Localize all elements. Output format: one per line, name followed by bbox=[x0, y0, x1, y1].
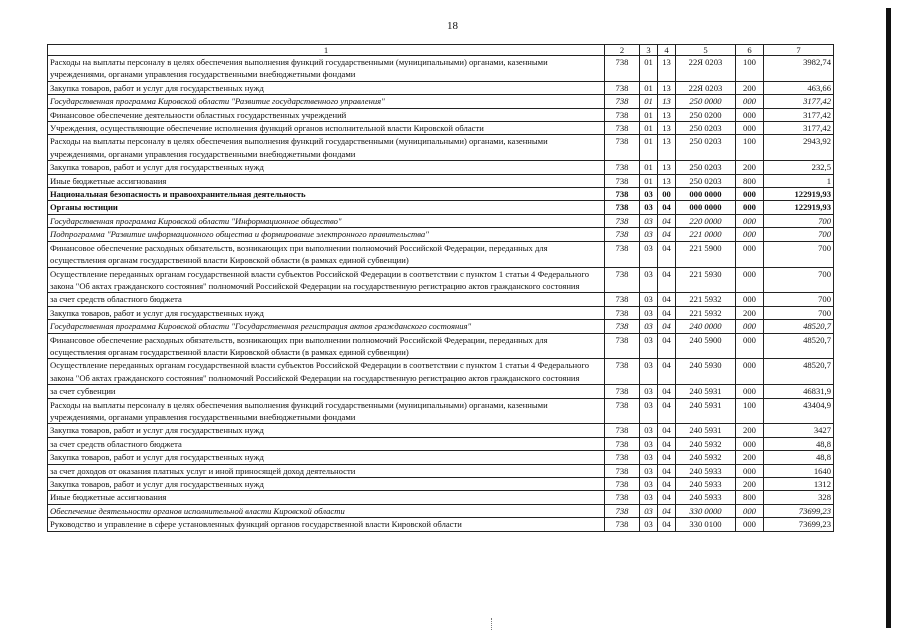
row-label-cell: Закупка товаров, работ и услуг для государственных нужд bbox=[48, 451, 605, 464]
row-value-cell: 738 bbox=[605, 491, 640, 504]
row-label-cell: Расходы на выплаты персоналу в целях обеспечения выполнения функций государственными (муниципальными) органами, казенными учреждениями, органами управления государственными внебюджетными фондами bbox=[48, 398, 605, 424]
row-value-cell: 800 bbox=[736, 491, 764, 504]
row-value-cell: 738 bbox=[605, 267, 640, 293]
row-value-cell: 738 bbox=[605, 464, 640, 477]
row-value-cell: 03 bbox=[640, 464, 658, 477]
row-value-cell: 03 bbox=[640, 188, 658, 201]
row-label-cell: Государственная программа Кировской области "Государственная регистрация актов гражданского состояния" bbox=[48, 320, 605, 333]
row-label-cell: Руководство и управление в сфере установленных функций органов государственной власти Кировской области bbox=[48, 518, 605, 531]
row-value-cell: 000 bbox=[736, 293, 764, 306]
row-value-cell: 738 bbox=[605, 437, 640, 450]
row-value-cell: 01 bbox=[640, 56, 658, 82]
row-value-cell: 100 bbox=[736, 56, 764, 82]
row-value-cell: 250 0200 bbox=[676, 108, 736, 121]
row-label-cell: за счет доходов от оказания платных услуг и иной приносящей доход деятельности bbox=[48, 464, 605, 477]
row-value-cell: 700 bbox=[764, 241, 834, 267]
row-value-cell: 240 5933 bbox=[676, 464, 736, 477]
table-row bbox=[48, 437, 834, 450]
row-value-cell: 738 bbox=[605, 81, 640, 94]
row-value-cell: 03 bbox=[640, 478, 658, 491]
row-value-cell: 200 bbox=[736, 451, 764, 464]
row-value-cell: 04 bbox=[658, 398, 676, 424]
row-value-cell: 738 bbox=[605, 398, 640, 424]
table-row bbox=[48, 174, 834, 187]
row-value-cell: 04 bbox=[658, 491, 676, 504]
row-value-cell: 000 bbox=[736, 228, 764, 241]
row-value-cell: 03 bbox=[640, 385, 658, 398]
row-value-cell: 250 0203 bbox=[676, 122, 736, 135]
row-value-cell: 250 0000 bbox=[676, 95, 736, 108]
row-value-cell: 240 5933 bbox=[676, 478, 736, 491]
row-value-cell: 03 bbox=[640, 228, 658, 241]
row-label-cell: Финансовое обеспечение деятельности областных государственных учреждений bbox=[48, 108, 605, 121]
row-value-cell: 3982,74 bbox=[764, 56, 834, 82]
row-value-cell: 240 5932 bbox=[676, 451, 736, 464]
row-value-cell: 800 bbox=[736, 174, 764, 187]
row-value-cell: 13 bbox=[658, 81, 676, 94]
table-row bbox=[48, 504, 834, 517]
row-value-cell: 04 bbox=[658, 214, 676, 227]
row-value-cell: 04 bbox=[658, 385, 676, 398]
table-row bbox=[48, 478, 834, 491]
row-value-cell: 3177,42 bbox=[764, 95, 834, 108]
row-value-cell: 04 bbox=[658, 478, 676, 491]
row-label-cell: Закупка товаров, работ и услуг для государственных нужд bbox=[48, 81, 605, 94]
row-value-cell: 01 bbox=[640, 161, 658, 174]
row-value-cell: 738 bbox=[605, 214, 640, 227]
row-value-cell: 738 bbox=[605, 451, 640, 464]
row-value-cell: 000 bbox=[736, 333, 764, 359]
row-value-cell: 000 bbox=[736, 320, 764, 333]
row-value-cell: 03 bbox=[640, 424, 658, 437]
table-row bbox=[48, 359, 834, 385]
row-value-cell: 000 0000 bbox=[676, 188, 736, 201]
column-header: 1 bbox=[48, 45, 605, 56]
row-value-cell: 04 bbox=[658, 333, 676, 359]
row-value-cell: 250 0203 bbox=[676, 135, 736, 161]
row-value-cell: 122919,93 bbox=[764, 188, 834, 201]
row-value-cell: 03 bbox=[640, 437, 658, 450]
row-value-cell: 03 bbox=[640, 293, 658, 306]
row-value-cell: 000 bbox=[736, 437, 764, 450]
row-label-cell: Финансовое обеспечение расходных обязательств, возникающих при выполнении полномочий Российской Федерации, переданных для осуществления органам государственной власти Кировской области (в рамках единой субвенции) bbox=[48, 333, 605, 359]
row-value-cell: 000 bbox=[736, 464, 764, 477]
row-value-cell: 221 5932 bbox=[676, 306, 736, 319]
row-value-cell: 000 bbox=[736, 504, 764, 517]
row-value-cell: 03 bbox=[640, 320, 658, 333]
row-value-cell: 738 bbox=[605, 518, 640, 531]
table-row bbox=[48, 333, 834, 359]
row-value-cell: 04 bbox=[658, 437, 676, 450]
row-value-cell: 200 bbox=[736, 424, 764, 437]
row-value-cell: 240 5932 bbox=[676, 437, 736, 450]
row-value-cell: 000 bbox=[736, 518, 764, 531]
row-value-cell: 01 bbox=[640, 122, 658, 135]
row-value-cell: 240 5900 bbox=[676, 333, 736, 359]
scan-edge-bar bbox=[886, 8, 891, 628]
row-value-cell: 738 bbox=[605, 306, 640, 319]
row-value-cell: 1640 bbox=[764, 464, 834, 477]
column-header: 6 bbox=[736, 45, 764, 56]
row-value-cell: 04 bbox=[658, 293, 676, 306]
row-value-cell: 221 5932 bbox=[676, 293, 736, 306]
row-value-cell: 738 bbox=[605, 122, 640, 135]
row-value-cell: 48520,7 bbox=[764, 320, 834, 333]
table-row bbox=[48, 320, 834, 333]
row-value-cell: 22Я 0203 bbox=[676, 56, 736, 82]
row-value-cell: 221 5930 bbox=[676, 267, 736, 293]
row-value-cell: 73699,23 bbox=[764, 504, 834, 517]
row-value-cell: 13 bbox=[658, 108, 676, 121]
table-header-row bbox=[48, 45, 834, 56]
row-value-cell: 03 bbox=[640, 518, 658, 531]
row-label-cell: Осуществление переданных органам государственной власти субъектов Российской Федерации в соответствии с пунктом 1 статьи 4 Федерального закона "Об актах гражданского состояния" полномочий Российской Федерации на государственную регистрацию актов гражданского состояния bbox=[48, 267, 605, 293]
row-value-cell: 700 bbox=[764, 228, 834, 241]
row-value-cell: 330 0100 bbox=[676, 518, 736, 531]
row-value-cell: 240 5930 bbox=[676, 359, 736, 385]
row-value-cell: 48,8 bbox=[764, 451, 834, 464]
row-value-cell: 03 bbox=[640, 333, 658, 359]
row-value-cell: 738 bbox=[605, 359, 640, 385]
row-value-cell: 04 bbox=[658, 518, 676, 531]
row-label-cell: Расходы на выплаты персоналу в целях обеспечения выполнения функций государственными (муниципальными) органами, казенными учреждениями, органами управления государственными внебюджетными фондами bbox=[48, 135, 605, 161]
table-row bbox=[48, 306, 834, 319]
row-value-cell: 240 5931 bbox=[676, 398, 736, 424]
table-row bbox=[48, 491, 834, 504]
row-value-cell: 738 bbox=[605, 95, 640, 108]
table-body bbox=[48, 56, 834, 532]
row-value-cell: 04 bbox=[658, 228, 676, 241]
row-value-cell: 04 bbox=[658, 267, 676, 293]
row-value-cell: 000 bbox=[736, 122, 764, 135]
row-value-cell: 46831,9 bbox=[764, 385, 834, 398]
row-value-cell: 13 bbox=[658, 56, 676, 82]
row-value-cell: 04 bbox=[658, 320, 676, 333]
column-header: 7 bbox=[764, 45, 834, 56]
table-row bbox=[48, 241, 834, 267]
row-value-cell: 04 bbox=[658, 504, 676, 517]
row-value-cell: 01 bbox=[640, 95, 658, 108]
row-value-cell: 04 bbox=[658, 201, 676, 214]
row-value-cell: 04 bbox=[658, 424, 676, 437]
row-value-cell: 200 bbox=[736, 161, 764, 174]
row-value-cell: 1 bbox=[764, 174, 834, 187]
budget-table bbox=[47, 44, 834, 532]
row-value-cell: 738 bbox=[605, 241, 640, 267]
row-value-cell: 240 5931 bbox=[676, 424, 736, 437]
row-value-cell: 738 bbox=[605, 424, 640, 437]
row-value-cell: 01 bbox=[640, 135, 658, 161]
row-value-cell: 13 bbox=[658, 135, 676, 161]
table-row bbox=[48, 108, 834, 121]
row-value-cell: 240 5931 bbox=[676, 385, 736, 398]
table-row bbox=[48, 398, 834, 424]
row-value-cell: 03 bbox=[640, 451, 658, 464]
table-row bbox=[48, 424, 834, 437]
row-label-cell: Государственная программа Кировской области "Развитие государственного управления" bbox=[48, 95, 605, 108]
row-value-cell: 13 bbox=[658, 174, 676, 187]
scan-mark bbox=[491, 618, 493, 630]
row-value-cell: 221 0000 bbox=[676, 228, 736, 241]
row-value-cell: 240 5933 bbox=[676, 491, 736, 504]
row-label-cell: Государственная программа Кировской области "Информационное общество" bbox=[48, 214, 605, 227]
row-value-cell: 221 5900 bbox=[676, 241, 736, 267]
row-value-cell: 13 bbox=[658, 161, 676, 174]
row-value-cell: 738 bbox=[605, 188, 640, 201]
row-value-cell: 04 bbox=[658, 451, 676, 464]
row-label-cell: за счет средств областного бюджета bbox=[48, 437, 605, 450]
row-value-cell: 48520,7 bbox=[764, 333, 834, 359]
row-value-cell: 738 bbox=[605, 385, 640, 398]
row-value-cell: 03 bbox=[640, 491, 658, 504]
row-value-cell: 01 bbox=[640, 81, 658, 94]
row-label-cell: за счет средств областного бюджета bbox=[48, 293, 605, 306]
row-value-cell: 13 bbox=[658, 122, 676, 135]
row-label-cell: Закупка товаров, работ и услуг для государственных нужд bbox=[48, 424, 605, 437]
table-row bbox=[48, 451, 834, 464]
table-row bbox=[48, 95, 834, 108]
row-value-cell: 122919,93 bbox=[764, 201, 834, 214]
row-label-cell: Закупка товаров, работ и услуг для государственных нужд bbox=[48, 306, 605, 319]
row-value-cell: 000 bbox=[736, 95, 764, 108]
row-value-cell: 48520,7 bbox=[764, 359, 834, 385]
row-value-cell: 000 bbox=[736, 108, 764, 121]
row-label-cell: Обеспечение деятельности органов исполнительной власти Кировской области bbox=[48, 504, 605, 517]
row-value-cell: 328 bbox=[764, 491, 834, 504]
row-value-cell: 43404,9 bbox=[764, 398, 834, 424]
row-value-cell: 48,8 bbox=[764, 437, 834, 450]
row-value-cell: 04 bbox=[658, 306, 676, 319]
row-label-cell: Расходы на выплаты персоналу в целях обеспечения выполнения функций государственными (муниципальными) органами, казенными учреждениями, органами управления государственными внебюджетными фондами bbox=[48, 56, 605, 82]
row-value-cell: 232,5 bbox=[764, 161, 834, 174]
row-value-cell: 3427 bbox=[764, 424, 834, 437]
row-value-cell: 463,66 bbox=[764, 81, 834, 94]
column-header: 2 bbox=[605, 45, 640, 56]
row-value-cell: 000 bbox=[736, 201, 764, 214]
row-value-cell: 200 bbox=[736, 81, 764, 94]
row-value-cell: 03 bbox=[640, 267, 658, 293]
row-label-cell: Финансовое обеспечение расходных обязательств, возникающих при выполнении полномочий Российской Федерации, переданных для осуществления органам государственной власти Кировской области (в рамках единой субвенции) bbox=[48, 241, 605, 267]
row-value-cell: 738 bbox=[605, 108, 640, 121]
row-value-cell: 01 bbox=[640, 108, 658, 121]
row-label-cell: Органы юстиции bbox=[48, 201, 605, 214]
row-value-cell: 3177,42 bbox=[764, 108, 834, 121]
row-value-cell: 3177,42 bbox=[764, 122, 834, 135]
row-value-cell: 2943,92 bbox=[764, 135, 834, 161]
row-label-cell: Закупка товаров, работ и услуг для государственных нужд bbox=[48, 478, 605, 491]
column-header: 5 bbox=[676, 45, 736, 56]
row-value-cell: 04 bbox=[658, 241, 676, 267]
table-row bbox=[48, 201, 834, 214]
row-value-cell: 13 bbox=[658, 95, 676, 108]
row-label-cell: Закупка товаров, работ и услуг для государственных нужд bbox=[48, 161, 605, 174]
row-value-cell: 00 bbox=[658, 188, 676, 201]
row-value-cell: 100 bbox=[736, 135, 764, 161]
row-value-cell: 700 bbox=[764, 293, 834, 306]
row-value-cell: 738 bbox=[605, 161, 640, 174]
row-value-cell: 000 bbox=[736, 359, 764, 385]
row-value-cell: 330 0000 bbox=[676, 504, 736, 517]
row-value-cell: 1312 bbox=[764, 478, 834, 491]
row-label-cell: Национальная безопасность и правоохранительная деятельность bbox=[48, 188, 605, 201]
row-value-cell: 738 bbox=[605, 174, 640, 187]
table-row bbox=[48, 518, 834, 531]
row-value-cell: 700 bbox=[764, 306, 834, 319]
row-label-cell: Подпрограмма "Развитие информационного общества и формирование электронного правительства" bbox=[48, 228, 605, 241]
column-header: 3 bbox=[640, 45, 658, 56]
row-value-cell: 03 bbox=[640, 359, 658, 385]
row-value-cell: 240 0000 bbox=[676, 320, 736, 333]
table-row bbox=[48, 81, 834, 94]
row-value-cell: 250 0203 bbox=[676, 174, 736, 187]
table-row bbox=[48, 267, 834, 293]
row-value-cell: 73699,23 bbox=[764, 518, 834, 531]
row-value-cell: 03 bbox=[640, 306, 658, 319]
row-value-cell: 738 bbox=[605, 228, 640, 241]
table-row bbox=[48, 122, 834, 135]
row-value-cell: 000 bbox=[736, 188, 764, 201]
row-value-cell: 04 bbox=[658, 464, 676, 477]
table-row bbox=[48, 464, 834, 477]
row-value-cell: 000 bbox=[736, 241, 764, 267]
table-row bbox=[48, 385, 834, 398]
row-value-cell: 000 bbox=[736, 385, 764, 398]
row-value-cell: 700 bbox=[764, 267, 834, 293]
row-value-cell: 738 bbox=[605, 201, 640, 214]
row-value-cell: 738 bbox=[605, 320, 640, 333]
row-value-cell: 220 0000 bbox=[676, 214, 736, 227]
row-value-cell: 22Я 0203 bbox=[676, 81, 736, 94]
row-value-cell: 000 bbox=[736, 214, 764, 227]
row-value-cell: 03 bbox=[640, 398, 658, 424]
row-label-cell: Иные бюджетные ассигнования bbox=[48, 174, 605, 187]
row-value-cell: 700 bbox=[764, 214, 834, 227]
column-header: 4 bbox=[658, 45, 676, 56]
table-row bbox=[48, 135, 834, 161]
row-value-cell: 738 bbox=[605, 504, 640, 517]
row-label-cell: Иные бюджетные ассигнования bbox=[48, 491, 605, 504]
row-value-cell: 03 bbox=[640, 241, 658, 267]
row-value-cell: 000 0000 bbox=[676, 201, 736, 214]
row-value-cell: 04 bbox=[658, 359, 676, 385]
row-value-cell: 738 bbox=[605, 333, 640, 359]
row-value-cell: 738 bbox=[605, 135, 640, 161]
row-label-cell: за счет субвенции bbox=[48, 385, 605, 398]
row-value-cell: 200 bbox=[736, 478, 764, 491]
page-number: 18 bbox=[447, 20, 458, 32]
row-value-cell: 100 bbox=[736, 398, 764, 424]
row-value-cell: 01 bbox=[640, 174, 658, 187]
row-value-cell: 250 0203 bbox=[676, 161, 736, 174]
row-value-cell: 200 bbox=[736, 306, 764, 319]
table-row bbox=[48, 214, 834, 227]
table-row bbox=[48, 188, 834, 201]
table-row bbox=[48, 293, 834, 306]
table-row bbox=[48, 161, 834, 174]
row-label-cell: Учреждения, осуществляющие обеспечение исполнения функций органов исполнительной власти Кировской области bbox=[48, 122, 605, 135]
row-value-cell: 738 bbox=[605, 293, 640, 306]
row-value-cell: 738 bbox=[605, 56, 640, 82]
row-value-cell: 000 bbox=[736, 267, 764, 293]
row-value-cell: 738 bbox=[605, 478, 640, 491]
row-value-cell: 03 bbox=[640, 214, 658, 227]
row-value-cell: 03 bbox=[640, 504, 658, 517]
table-row bbox=[48, 228, 834, 241]
table-row bbox=[48, 56, 834, 82]
row-label-cell: Осуществление переданных органам государственной власти субъектов Российской Федерации в соответствии с пунктом 1 статьи 4 Федерального закона "Об актах гражданского состояния" полномочий Российской Федерации на государственную регистрацию актов гражданского состояния bbox=[48, 359, 605, 385]
row-value-cell: 03 bbox=[640, 201, 658, 214]
